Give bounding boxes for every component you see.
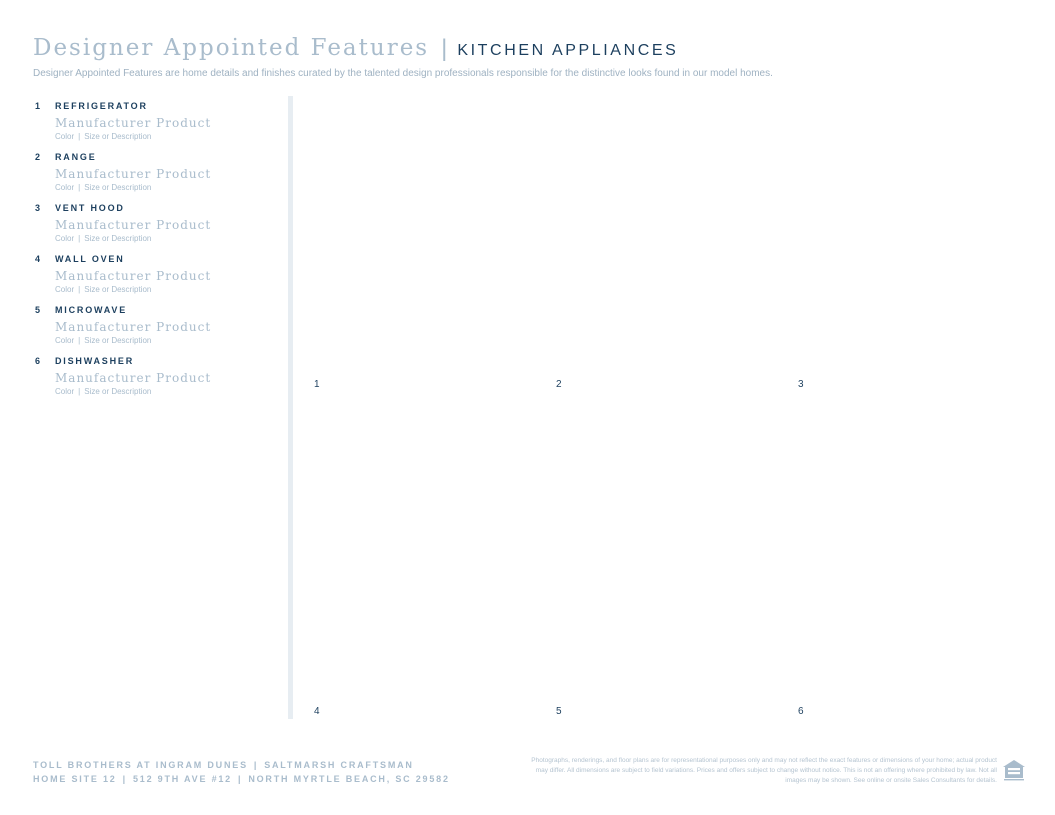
image-label-4: 4 xyxy=(314,706,320,717)
footer-address-line: HOME SITE 12 | 512 9TH AVE #12 | NORTH MYRTLE BEACH, SC 29582 xyxy=(33,774,450,784)
item-number: 4 xyxy=(35,254,41,264)
address: 512 9TH AVE #12 xyxy=(132,774,232,784)
item-number: 3 xyxy=(35,203,41,213)
footer-info xyxy=(33,760,450,788)
item-product: Manufacturer Product xyxy=(55,218,212,232)
list-item xyxy=(35,202,275,253)
section-title: KITCHEN APPLIANCES xyxy=(457,42,679,59)
community-name: TOLL BROTHERS AT INGRAM DUNES xyxy=(33,760,248,770)
list-item xyxy=(35,355,275,406)
item-description: Color | Size or Description xyxy=(55,183,152,192)
item-description: Color | Size or Description xyxy=(55,336,152,345)
item-name: WALL OVEN xyxy=(55,254,125,264)
image-label-2: 2 xyxy=(556,379,562,390)
image-label-3: 3 xyxy=(798,379,804,390)
city: NORTH MYRTLE BEACH, SC 29582 xyxy=(248,774,450,784)
item-description: Color | Size or Description xyxy=(55,132,152,141)
list-item xyxy=(35,304,275,355)
item-description: Color | Size or Description xyxy=(55,285,152,294)
item-name: RANGE xyxy=(55,152,97,162)
image-label-1: 1 xyxy=(314,379,320,390)
item-description: Color | Size or Description xyxy=(55,387,152,396)
legal-disclaimer: Photographs, renderings, and floor plans are for representational purposes only and may not reflect the exact features or dimensions of your home; actual product may differ. All dimensions are subject to field variations. Prices and offers subject to change without notice. This is not an offering where prohibited by law. Not all images may be shown. See online or onsite Sales Consultants for details. xyxy=(531,757,997,784)
item-name: REFRIGERATOR xyxy=(55,101,148,111)
title-divider: | xyxy=(441,35,448,62)
item-product: Manufacturer Product xyxy=(55,371,212,385)
item-name: MICROWAVE xyxy=(55,305,128,315)
model-name: SALTMARSH CRAFTSMAN xyxy=(264,760,414,770)
item-product: Manufacturer Product xyxy=(55,167,212,181)
homesite: HOME SITE 12 xyxy=(33,774,117,784)
item-number: 6 xyxy=(35,356,41,366)
item-number: 2 xyxy=(35,152,41,162)
list-item xyxy=(35,253,275,304)
item-product: Manufacturer Product xyxy=(55,116,212,130)
item-name: DISHWASHER xyxy=(55,356,135,366)
vertical-divider-bar xyxy=(288,96,293,719)
image-label-5: 5 xyxy=(556,706,562,717)
page-title: Designer Appointed Features xyxy=(33,35,430,61)
title-row xyxy=(33,34,1023,62)
item-name: VENT HOOD xyxy=(55,203,125,213)
list-item xyxy=(35,151,275,202)
item-product: Manufacturer Product xyxy=(55,269,212,283)
item-number: 5 xyxy=(35,305,41,315)
page-header xyxy=(33,34,1023,79)
image-label-6: 6 xyxy=(798,706,804,717)
equal-housing-opportunity-icon xyxy=(1002,758,1026,782)
page-subtitle: Designer Appointed Features are home details and finishes curated by the talented design professionals responsible for the distinctive looks found in our model homes. xyxy=(33,68,773,79)
appliance-list xyxy=(35,100,275,406)
item-product: Manufacturer Product xyxy=(55,320,212,334)
list-item xyxy=(35,100,275,151)
item-number: 1 xyxy=(35,101,41,111)
item-description: Color | Size or Description xyxy=(55,234,152,243)
footer-community-line: TOLL BROTHERS AT INGRAM DUNES | SALTMARSH CRAFTSMAN xyxy=(33,760,414,770)
